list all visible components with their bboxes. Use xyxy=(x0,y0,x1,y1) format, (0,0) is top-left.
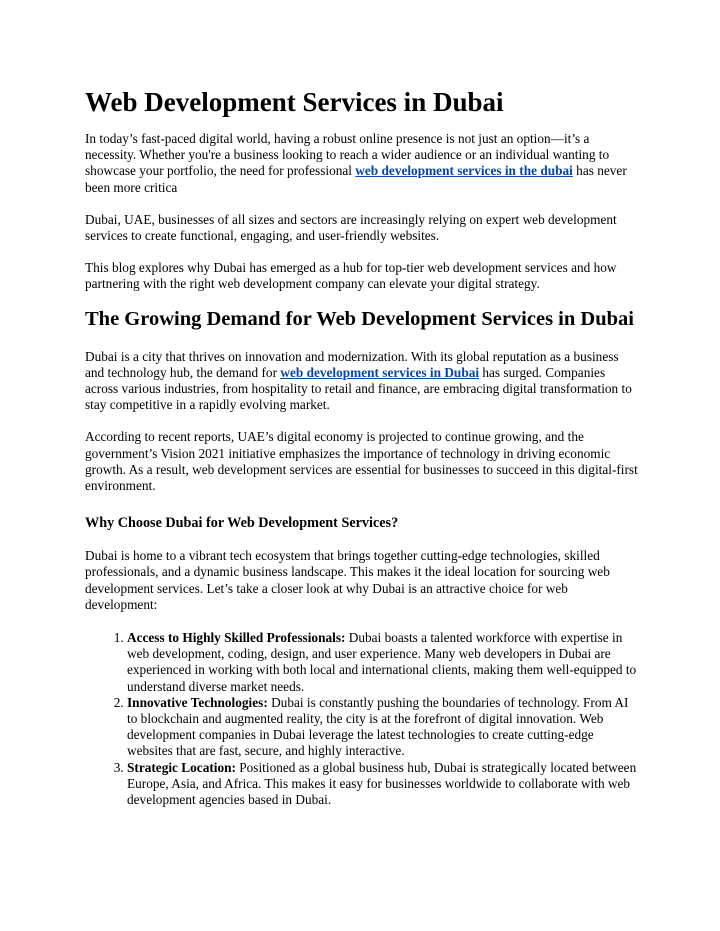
demand-paragraph-1 xyxy=(85,349,640,414)
reasons-list xyxy=(85,630,640,808)
section-heading-growing-demand: The Growing Demand for Web Development Services in Dubai xyxy=(85,307,634,330)
list-item xyxy=(127,630,640,695)
web-development-dubai-link[interactable]: web development services in Dubai xyxy=(280,364,480,380)
document-page xyxy=(85,86,640,808)
list-item xyxy=(127,760,640,809)
list-item-text: Positioned as a global business hub, Dubai is strategically located between Europe, Asia, and Africa. This makes it easy for businesses worldwide to collaborate with web development agencies based in Dubai. xyxy=(127,759,637,808)
demand-text-after-link: has surged. Companies across various industries, from hospitality to retail and finance, are embracing digital transformation to stay competitive in a rapidly evolving market. xyxy=(85,364,632,413)
section-heading-why-dubai: Why Choose Dubai for Web Development Services? xyxy=(85,515,399,532)
intro-text-after-link: has never been more critica xyxy=(85,163,627,195)
intro-paragraph-1 xyxy=(85,131,640,196)
intro-text-before-link: In today’s fast-paced digital world, having a robust online presence is not just an option—it’s a necessity. Whether you're a business looking to reach a wider audience or an individual wanting to showcase your portfolio, the need for professional xyxy=(85,131,610,179)
why-dubai-paragraph: Dubai is home to a vibrant tech ecosystem that brings together cutting-edge technologies, skilled professionals, and a dynamic business landscape. This makes it the ideal location for sourcing web development services. Let’s take a closer look at why Dubai is an attractive choice for web development: xyxy=(85,548,610,612)
intro-paragraph-3: This blog explores why Dubai has emerged as a hub for top-tier web development services and how partnering with the right web development company can elevate your digital strategy. xyxy=(85,260,617,292)
list-item-text: Dubai is constantly pushing the boundaries of technology. From AI to blockchain and augmented reality, the city is at the forefront of digital innovation. Web development companies in Dubai leverage the latest technologies to create cutting-edge websites that are fast, secure, and highly interactive. xyxy=(127,694,629,759)
page-title: Web Development Services in Dubai xyxy=(85,87,504,117)
demand-paragraph-2: According to recent reports, UAE’s digital economy is projected to continue growing, and the government’s Vision 2021 initiative emphasizes the importance of technology in driving economic growth. As a result, web development services are essential for businesses to succeed in this digital-first environment. xyxy=(85,429,638,494)
list-item-text: Dubai boasts a talented workforce with expertise in web development, coding, design, and user experience. Many web developers in Dubai are experienced in working with both local and international clients, making them well-equipped to understand diverse market needs. xyxy=(127,630,637,694)
list-item-label: Strategic Location: xyxy=(127,759,236,775)
intro-paragraph-2: Dubai, UAE, businesses of all sizes and sectors are increasingly relying on expert web development services to create functional, engaging, and user-friendly websites. xyxy=(85,211,617,244)
list-item-label: Innovative Technologies: xyxy=(127,694,268,710)
demand-text-before-link: Dubai is a city that thrives on innovation and modernization. With its global reputation as a business and technology hub, the demand for xyxy=(85,348,619,380)
list-item xyxy=(127,695,640,760)
web-development-services-link[interactable]: web development services in the dubai xyxy=(355,163,573,179)
list-item-label: Access to Highly Skilled Professionals: xyxy=(127,630,346,646)
